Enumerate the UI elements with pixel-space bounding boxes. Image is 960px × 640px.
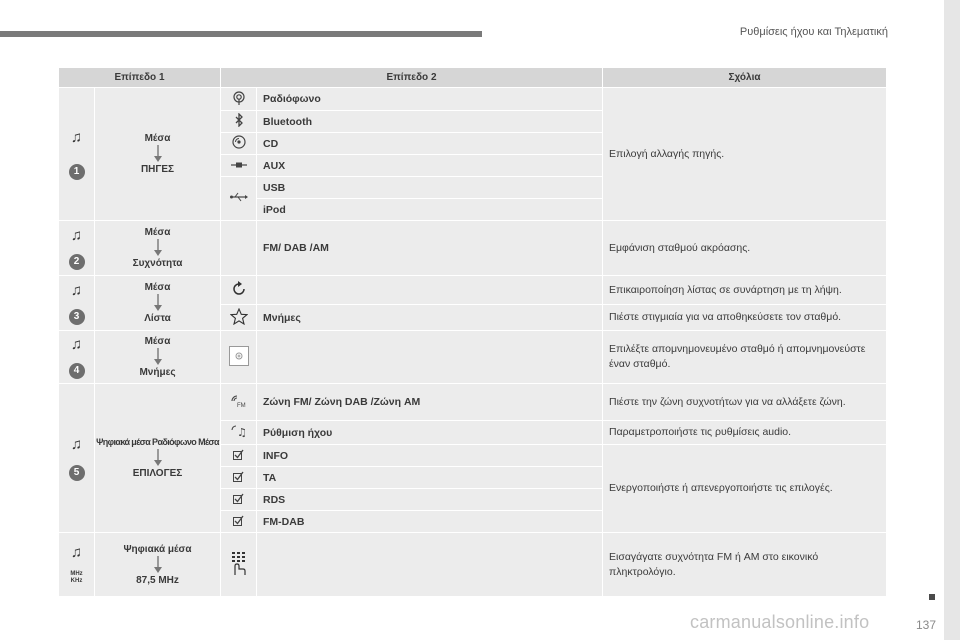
table-row (59, 221, 887, 276)
source-bluetooth[interactable]: Bluetooth (257, 111, 603, 133)
group-number-badge: 1 (69, 164, 85, 180)
table-row (59, 276, 887, 305)
music-note-icon: ♫ (70, 435, 83, 453)
checkbox-icon[interactable] (221, 445, 257, 467)
checkbox-icon[interactable] (221, 511, 257, 533)
group-number-badge: 3 (69, 309, 85, 325)
source-radio[interactable]: Ραδιόφωνο (257, 88, 603, 111)
side-strip (944, 0, 960, 640)
group-2-marker (59, 221, 95, 276)
page-number: 137 (916, 618, 937, 632)
header-comments: Σχόλια (603, 68, 887, 88)
table-row (59, 331, 887, 384)
level1-top-label: Ψηφιακά μέσα (123, 543, 192, 555)
level1-top-label: Ψηφιακά μέσα Ραδιόφωνο Μέσα (96, 437, 219, 447)
group-6-marker (59, 533, 95, 597)
level1-top-label: Μέσα (144, 227, 171, 238)
band-label[interactable]: FM/ DAB /AM (257, 221, 603, 276)
audio-settings-label[interactable]: Ρύθμιση ήχου (257, 421, 603, 445)
level1-bottom-label: ΕΠΙΛΟΓΕΣ (132, 468, 183, 479)
source-usb[interactable]: USB (257, 177, 603, 199)
group-number-badge: 2 (69, 254, 85, 270)
music-note-icon: ♫ (70, 226, 83, 244)
table-row (59, 384, 887, 421)
table-header-row (59, 68, 887, 88)
empty-icon-cell (221, 221, 257, 276)
level1-top-label: Μέσα (144, 336, 171, 347)
audio-settings-icon (221, 421, 257, 445)
comment-cell: Ενεργοποιήστε ή απενεργοποιήστε τις επιλογές. (603, 445, 887, 533)
level1-bottom-label: Μνήμες (139, 367, 176, 378)
usb-icon (221, 177, 257, 221)
comment-cell: Εμφάνιση σταθμού ακρόασης. (603, 221, 887, 276)
level1-top-label: Μέσα (144, 282, 171, 293)
level1-bottom-label: ΠΗΓΕΣ (140, 164, 175, 175)
option-rds[interactable]: RDS (257, 489, 603, 511)
arrow-down-icon (153, 449, 163, 467)
cd-icon (221, 133, 257, 155)
group-number-badge: 4 (69, 363, 85, 379)
star-icon[interactable] (221, 305, 257, 331)
source-ipod[interactable]: iPod (257, 199, 603, 221)
group-5-marker (59, 384, 95, 533)
refresh-label (257, 276, 603, 305)
music-note-icon: ♫ (70, 281, 83, 299)
comment-cell: Επιλέξτε απομνημονευμένο σταθμό ή απομνημονεύστε έναν σταθμό. (603, 331, 887, 384)
unit-mhz: MHz (70, 571, 83, 577)
level1-bottom-label: 87,5 MHz (136, 574, 179, 586)
radio-icon (221, 88, 257, 111)
source-cd[interactable]: CD (257, 133, 603, 155)
settings-table (58, 67, 887, 597)
music-note-icon: ♫ (70, 128, 83, 146)
page-header-title: Ρυθμίσεις ήχου και Τηλεματική (739, 26, 888, 38)
level1-bottom-label: Συχνότητα (132, 258, 183, 269)
fm-band-icon (221, 384, 257, 421)
option-fm-dab[interactable]: FM-DAB (257, 511, 603, 533)
checkbox-icon[interactable] (221, 489, 257, 511)
band-zone-label[interactable]: Ζώνη FM/ Ζώνη DAB /Ζώνη AM (257, 384, 603, 421)
comment-cell: Επικαιροποίηση λίστας σε συνάρτηση με τη λήψη. (603, 276, 887, 305)
group-1-marker (59, 88, 95, 221)
level1-cell (95, 384, 221, 533)
bluetooth-icon (221, 111, 257, 133)
watermark: carmanualsonline.info (690, 612, 870, 632)
table-row (59, 88, 887, 111)
empty-label-cell (257, 331, 603, 384)
side-marker (929, 594, 935, 600)
presets-label[interactable]: Μνήμες (257, 305, 603, 331)
arrow-down-icon (153, 294, 163, 312)
header-level1: Επίπεδο 1 (59, 68, 221, 88)
comment-cell: Επιλογή αλλαγής πηγής. (603, 88, 887, 221)
level1-cell (95, 331, 221, 384)
group-4-marker (59, 331, 95, 384)
arrow-down-icon (153, 556, 163, 574)
comment-cell: Παραμετροποιήστε τις ρυθμίσεις audio. (603, 421, 887, 445)
empty-label-cell (257, 533, 603, 597)
option-ta[interactable]: TA (257, 467, 603, 489)
arrow-down-icon (153, 348, 163, 366)
music-note-icon: ♫ (70, 335, 83, 353)
aux-icon (221, 155, 257, 177)
comment-cell: Πιέστε στιγμιαία για να αποθηκεύσετε τον σταθμό. (603, 305, 887, 331)
refresh-icon[interactable] (221, 276, 257, 305)
level1-bottom-label: Λίστα (144, 313, 171, 324)
unit-khz: KHz (70, 578, 83, 584)
preset-grid-icon[interactable] (221, 331, 257, 384)
level1-top-label: Μέσα (144, 133, 171, 144)
arrow-down-icon (153, 239, 163, 257)
arrow-down-icon (153, 145, 163, 163)
group-3-marker (59, 276, 95, 331)
svg-text:♫: ♫ (236, 426, 247, 438)
header-level2: Επίπεδο 2 (221, 68, 603, 88)
level1-cell (95, 88, 221, 221)
comment-cell: Πιέστε την ζώνη συχνοτήτων για να αλλάξετε ζώνη. (603, 384, 887, 421)
checkbox-icon[interactable] (221, 467, 257, 489)
level1-cell (95, 221, 221, 276)
group-number-badge: 5 (69, 465, 85, 481)
source-aux[interactable]: AUX (257, 155, 603, 177)
level1-cell (95, 533, 221, 597)
svg-text:FM: FM (236, 402, 246, 408)
level1-cell (95, 276, 221, 331)
comment-cell: Εισαγάγατε συχνότητα FM ή AM στο εικονικό πληκτρολόγιο. (603, 533, 887, 597)
top-rule (0, 31, 482, 37)
keypad-icon[interactable] (221, 533, 257, 597)
option-info[interactable]: INFO (257, 445, 603, 467)
music-note-icon: ♫ (70, 544, 83, 561)
table-row (59, 533, 887, 597)
